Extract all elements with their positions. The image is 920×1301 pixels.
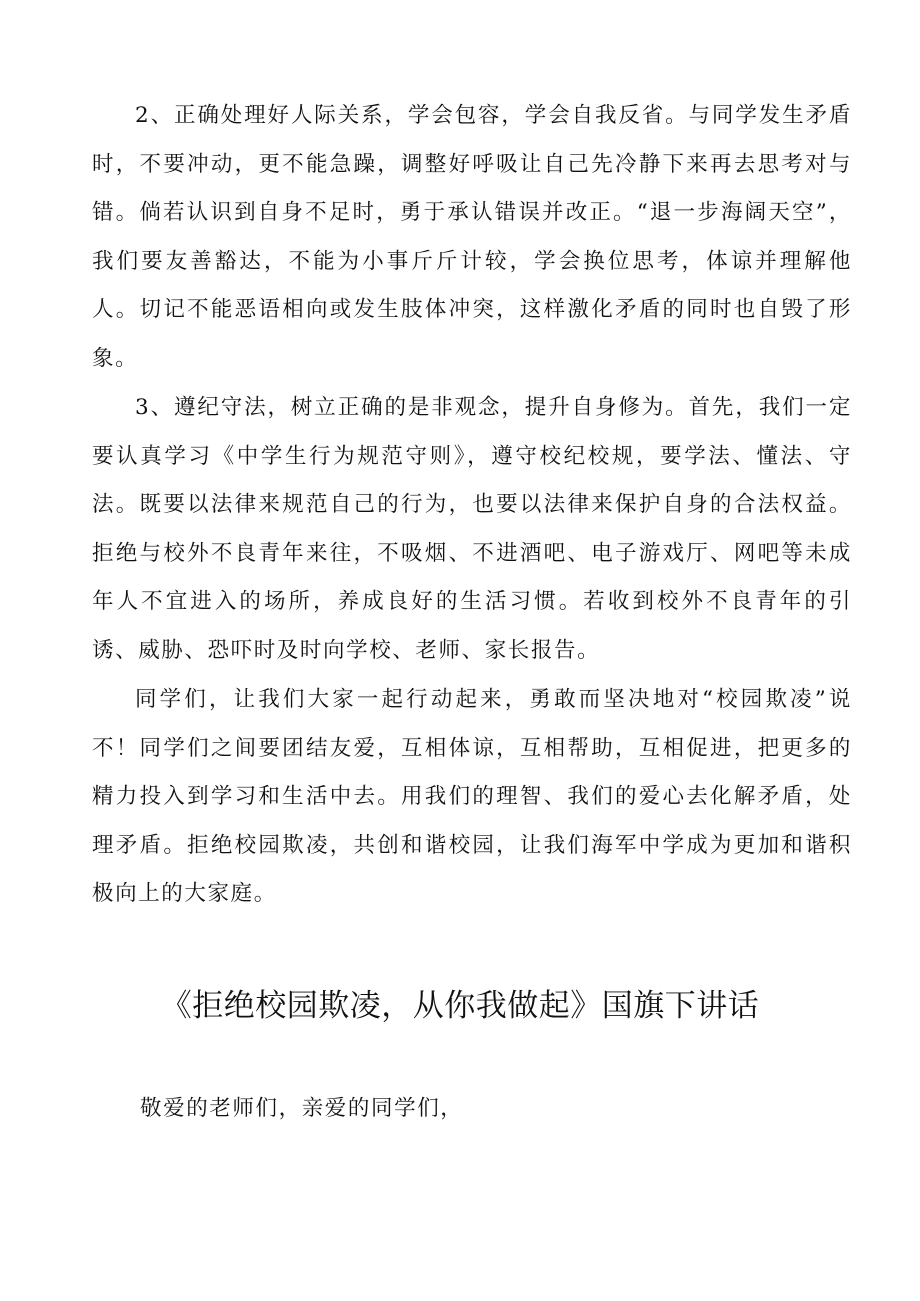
paragraph-call-to-action: 同学们，让我们大家一起行动起来，勇敢而坚决地对“校园欺凌”说不！同学们之间要团结友爱，互相体谅，互相帮助，互相促进，把更多的精力投入到学习和生活中去。用我们的理智、我们的爱心去化解矛盾，处理矛盾。拒绝校园欺凌，共创和谐校园，让我们海军中学成为更加和谐积极向上的大家庭。	[92, 687, 852, 906]
paragraph-law-abiding: 3、遵纪守法，树立正确的是非观念，提升自身修为。首先，我们一定要认真学习《中学生行为规范守则》，遵守校纪校规，要学法、懂法、守法。既要以法律来规范自己的行为，也要以法律来保护自身的合法权益。拒绝与校外不良青年来往，不吸烟、不进酒吧、电子游戏厅、网吧等未成年人不宜进入的场所，养成良好的生活习惯。若收到校外不良青年的引诱、威胁、恐吓时及时向学校、老师、家长报告。	[92, 395, 852, 663]
speech-greeting: 敬爱的老师们，亲爱的同学们，	[140, 1096, 464, 1121]
speech-title: 《拒绝校园欺凌，从你我做起》国旗下讲话	[160, 988, 760, 1024]
paragraph-interpersonal-relations: 2、正确处理好人际关系，学会包容，学会自我反省。与同学发生矛盾时，不要冲动，更不能急躁，调整好呼吸让自己先冷静下来再去思考对与错。倘若认识到自身不足时，勇于承认错误并改正。“退一步海阔天空”，我们要友善豁达，不能为小事斤斤计较，学会换位思考，体谅并理解他人。切记不能恶语相向或发生肢体冲突，这样激化矛盾的同时也自毁了形象。	[92, 103, 852, 371]
